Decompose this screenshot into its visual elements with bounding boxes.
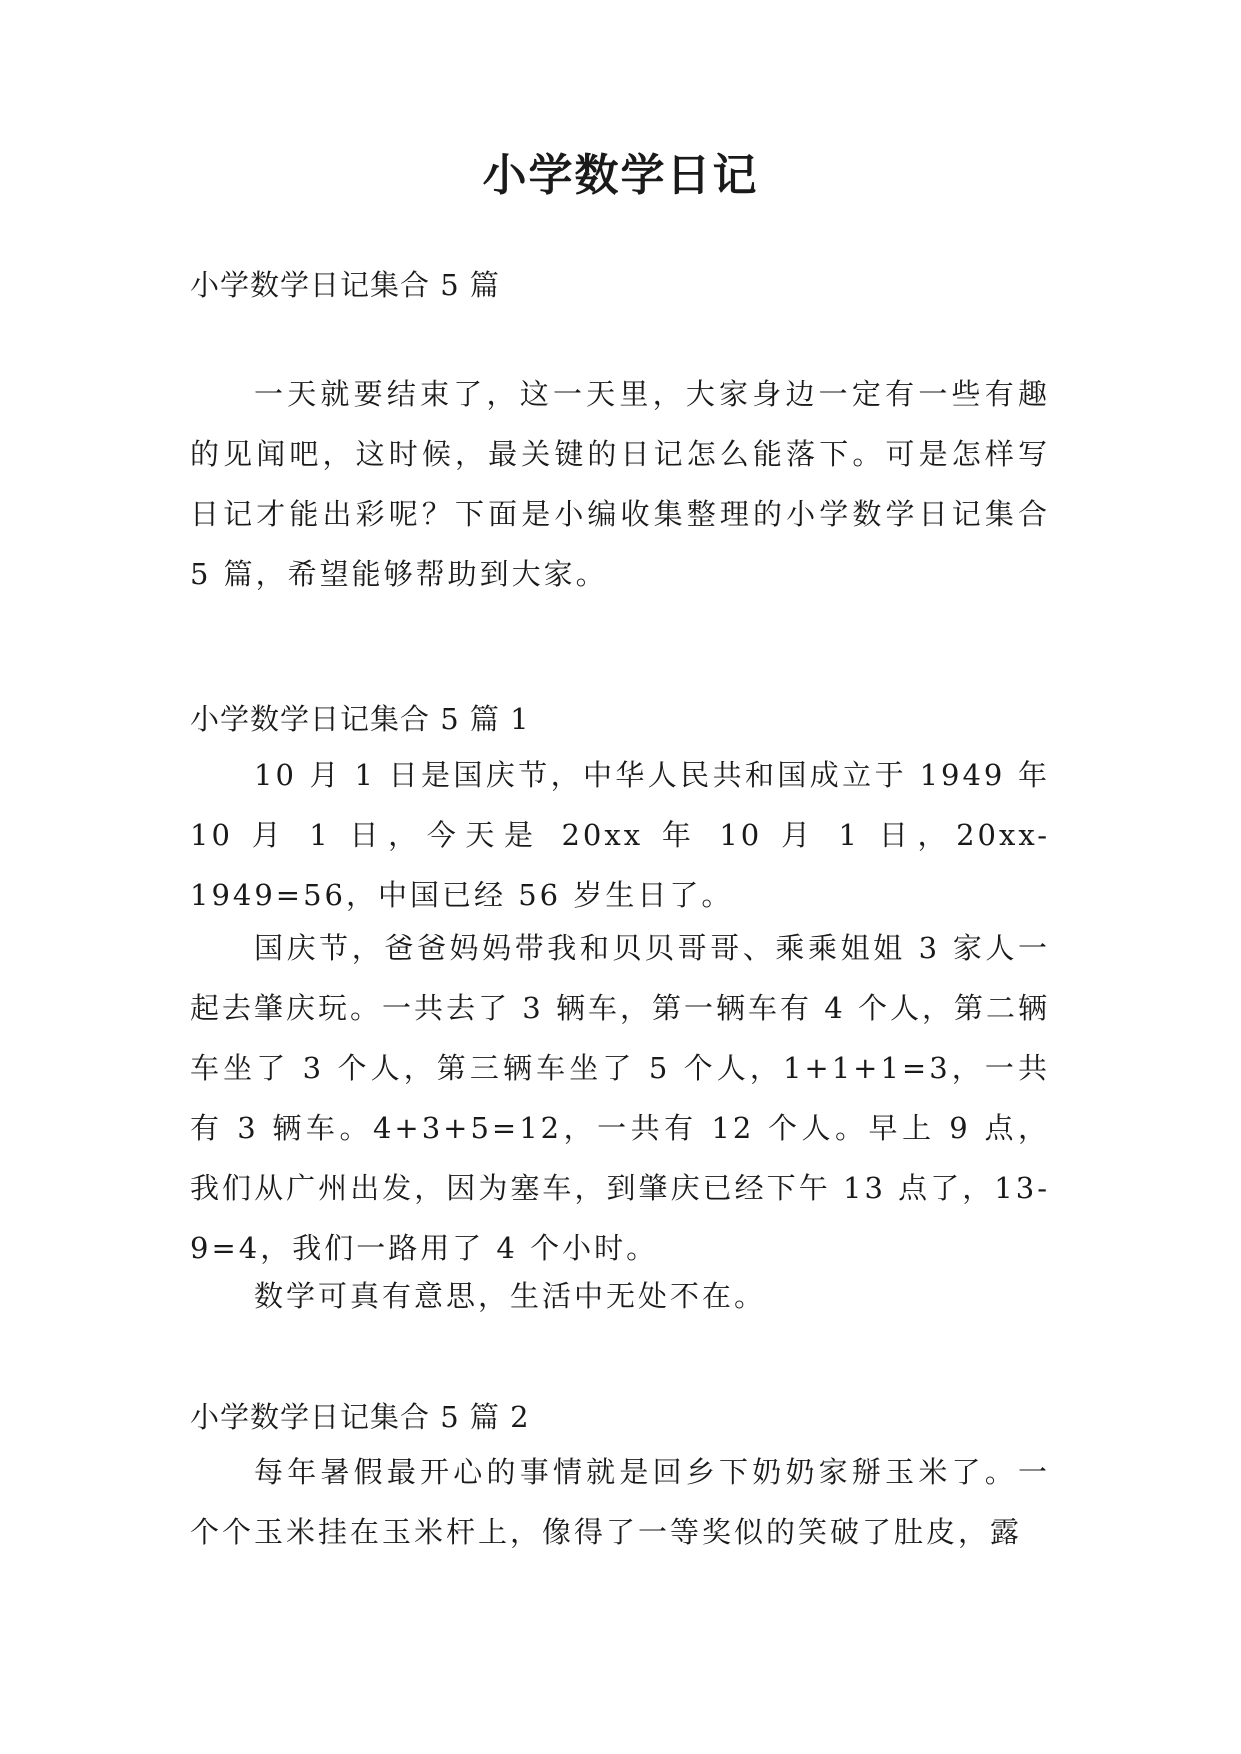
intro-paragraph: 一天就要结束了，这一天里，大家身边一定有一些有趣的见闻吧，这时候，最关键的日记怎么能落下。可是怎样写日记才能出彩呢？下面是小编收集整理的小学数学日记集合 5 篇，希望能够帮助到大家。	[190, 377, 1050, 591]
section-1-paragraph-1: 10 月 1 日是国庆节，中华人民共和国成立于 1949 年 10 月 1 日，今天是 20xx 年 10 月 1 日，20xx-1949=56，中国已经 56 岁生日了。	[190, 758, 1050, 912]
section-1-paragraph-3: 数学可真有意思，生活中无处不在。	[254, 1279, 767, 1313]
section-1-paragraph-2: 国庆节，爸爸妈妈带我和贝贝哥哥、乘乘姐姐 3 家人一起去肇庆玩。一共去了 3 辆车，第一辆车有 4 个人，第二辆车坐了 3 个人，第三辆车坐了 5 个人，1+1+1=3，一共有 3 辆车。4+3+5=12，一共有 12 个人。早上 9 点，我们从广州出发，因为塞车，到肇庆已经下午 13 点了，13-9=4，我们一路用了 4 个小时。	[190, 931, 1050, 1265]
document-title: 小学数学日记	[482, 150, 759, 201]
section-2-paragraph-1: 每年暑假最开心的事情就是回乡下奶奶家掰玉米了。一个个玉米挂在玉米杆上，像得了一等奖似的笑破了肚皮，露	[190, 1455, 1050, 1549]
section-2-heading: 小学数学日记集合 5 篇 2	[190, 1400, 530, 1434]
document-subtitle: 小学数学日记集合 5 篇	[190, 268, 500, 302]
section-1-heading: 小学数学日记集合 5 篇 1	[190, 702, 530, 736]
